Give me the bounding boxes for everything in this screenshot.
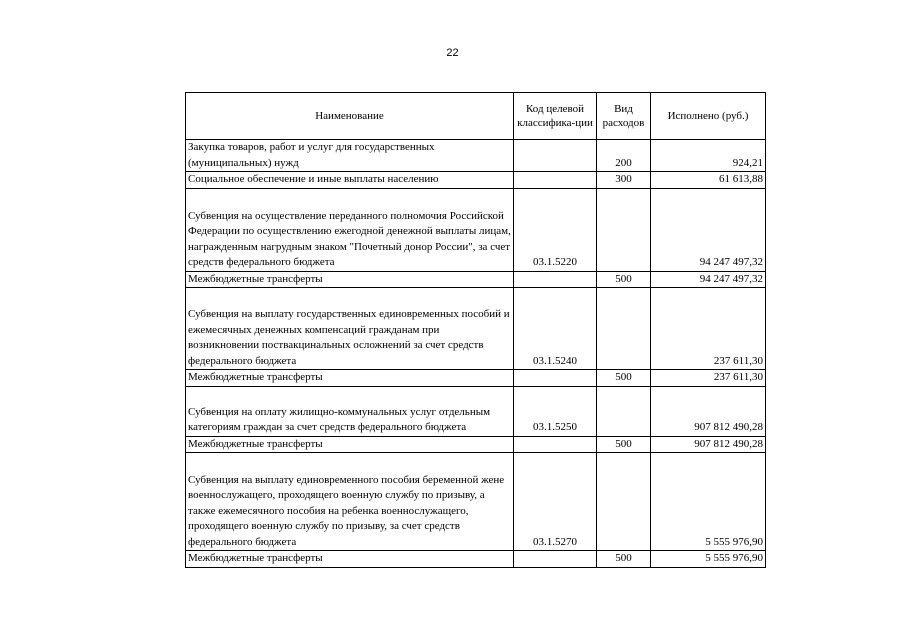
row-code: 03.1.5270 bbox=[514, 453, 597, 551]
expenditure-table bbox=[185, 92, 766, 568]
table-row bbox=[186, 271, 766, 288]
row-code bbox=[514, 370, 597, 387]
row-name: Межбюджетные трансферты bbox=[186, 370, 514, 387]
row-type: 500 bbox=[597, 370, 651, 387]
row-code: 03.1.5250 bbox=[514, 386, 597, 436]
row-code: 03.1.5240 bbox=[514, 288, 597, 370]
row-type bbox=[597, 188, 651, 271]
row-name: Социальное обеспечение и иные выплаты населению bbox=[186, 172, 514, 189]
table-header-row bbox=[186, 93, 766, 140]
row-name: Межбюджетные трансферты bbox=[186, 551, 514, 568]
table-row bbox=[186, 172, 766, 189]
row-code bbox=[514, 172, 597, 189]
row-amount: 94 247 497,32 bbox=[651, 271, 766, 288]
row-amount: 94 247 497,32 bbox=[651, 188, 766, 271]
row-name: Субвенция на оплату жилищно-коммунальных услуг отдельным категориям граждан за счет средств федерального бюджета bbox=[186, 386, 514, 436]
table-row bbox=[186, 140, 766, 172]
row-name: Субвенция на выплату единовременного пособия беременной жене военнослужащего, проходящего военную службу по призыву, а также ежемесячного пособия на ребенка военнослужащего, проходящего военную службу по призыву, за счет средств федерального бюджета bbox=[186, 453, 514, 551]
row-amount: 907 812 490,28 bbox=[651, 386, 766, 436]
row-type bbox=[597, 453, 651, 551]
row-amount: 907 812 490,28 bbox=[651, 436, 766, 453]
row-code bbox=[514, 140, 597, 172]
table-row bbox=[186, 370, 766, 387]
row-code bbox=[514, 271, 597, 288]
row-type: 500 bbox=[597, 271, 651, 288]
table-row bbox=[186, 386, 766, 436]
row-type bbox=[597, 288, 651, 370]
row-type: 500 bbox=[597, 551, 651, 568]
table-row bbox=[186, 453, 766, 551]
row-amount: 237 611,30 bbox=[651, 370, 766, 387]
header-amount: Исполнено (руб.) bbox=[651, 93, 766, 140]
row-code: 03.1.5220 bbox=[514, 188, 597, 271]
row-type: 200 bbox=[597, 140, 651, 172]
row-name: Межбюджетные трансферты bbox=[186, 271, 514, 288]
row-type bbox=[597, 386, 651, 436]
row-type: 300 bbox=[597, 172, 651, 189]
row-amount: 237 611,30 bbox=[651, 288, 766, 370]
table-row bbox=[186, 436, 766, 453]
row-code bbox=[514, 436, 597, 453]
header-code: Код целевой классифика-ции bbox=[514, 93, 597, 140]
row-name: Субвенция на осуществление переданного полномочия Российской Федерации по осуществлению ежегодной денежной выплаты лицам, награжденным нагрудным знаком "Почетный донор России", за счет средств федерального бюджета bbox=[186, 188, 514, 271]
row-name: Субвенция на выплату государственных единовременных пособий и ежемесячных денежных компенсаций гражданам при возникновении поствакцинальных осложнений за счет средств федерального бюджета bbox=[186, 288, 514, 370]
header-type: Вид расходов bbox=[597, 93, 651, 140]
row-type: 500 bbox=[597, 436, 651, 453]
row-name: Закупка товаров, работ и услуг для государственных (муниципальных) нужд bbox=[186, 140, 514, 172]
row-amount: 61 613,88 bbox=[651, 172, 766, 189]
header-name: Наименование bbox=[186, 93, 514, 140]
row-amount: 5 555 976,90 bbox=[651, 453, 766, 551]
row-amount: 924,21 bbox=[651, 140, 766, 172]
table-row bbox=[186, 188, 766, 271]
row-amount: 5 555 976,90 bbox=[651, 551, 766, 568]
page-number: 22 bbox=[446, 47, 459, 59]
table-row bbox=[186, 551, 766, 568]
row-name: Межбюджетные трансферты bbox=[186, 436, 514, 453]
table-row bbox=[186, 288, 766, 370]
row-code bbox=[514, 551, 597, 568]
